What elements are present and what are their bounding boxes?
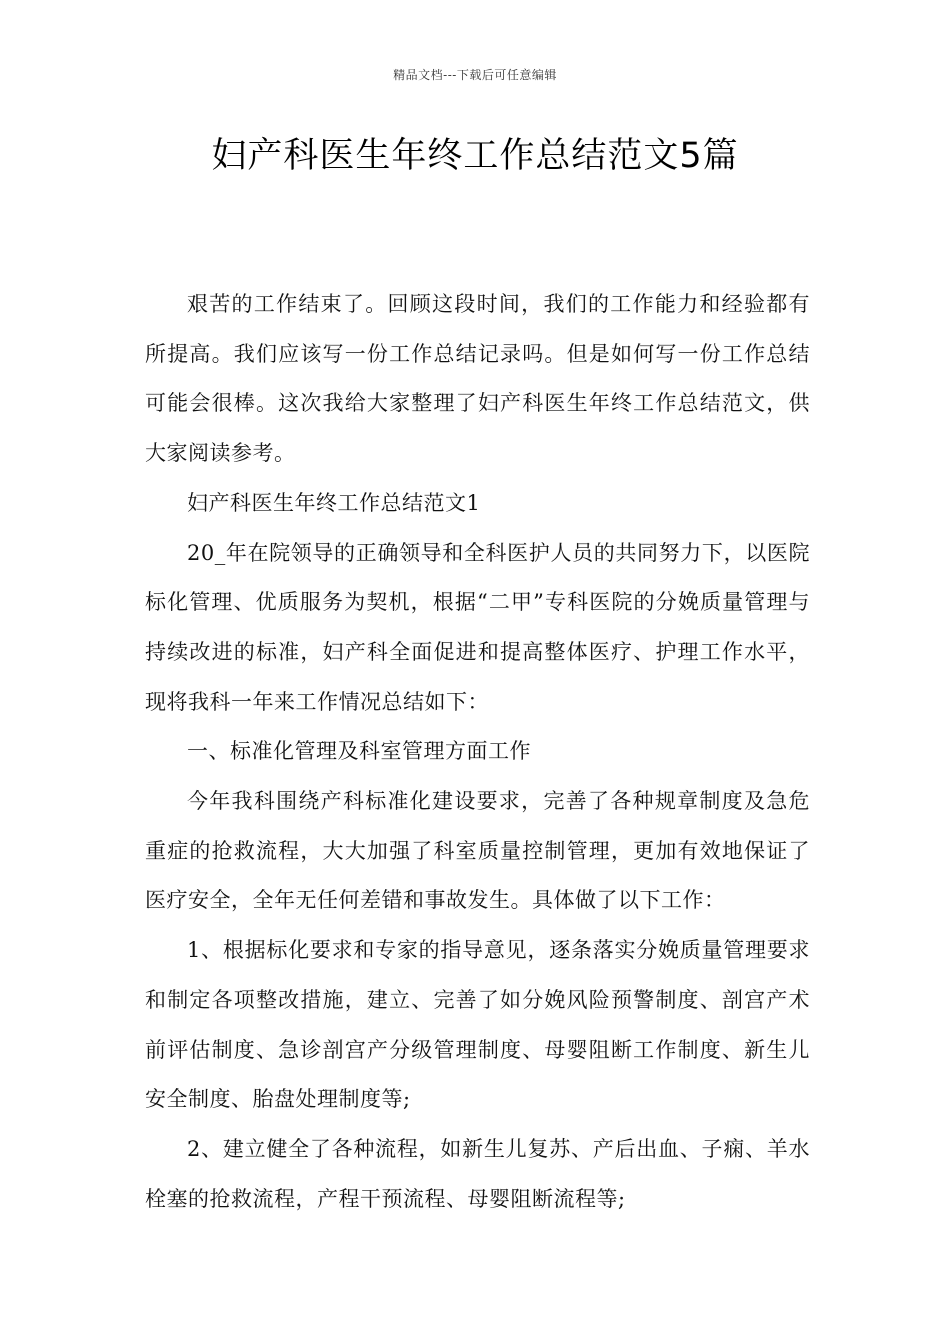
list-item-1: 1、根据标化要求和专家的指导意见，逐条落实分娩质量管理要求和制定各项整改措施，建立、完善了如分娩风险预警制度、剖宫产术前评估制度、急诊剖宫产分级管理制度、母婴阻断工作制度、新生儿安全制度、胎盘处理制度等; bbox=[145, 938, 810, 1112]
document-body bbox=[145, 280, 810, 1224]
paragraph-overview: 20_年在院领导的正确领导和全科医护人员的共同努力下，以医院标化管理、优质服务为契机，根据“二甲”专科医院的分娩质量管理与持续改进的标准，妇产科全面促进和提高整体医疗、护理工作水平，现将我科一年来工作情况总结如下： bbox=[145, 540, 810, 714]
section-heading-sample-1: 妇产科医生年终工作总结范文1 bbox=[187, 490, 481, 515]
header-note: 精品文档---下载后可任意编辑 bbox=[393, 68, 557, 82]
section-heading-standardization: 一、标准化管理及科室管理方面工作 bbox=[187, 739, 531, 764]
document-title: 妇产科医生年终工作总结范文5篇 bbox=[211, 136, 739, 176]
intro-paragraph: 艰苦的工作结束了。回顾这段时间，我们的工作能力和经验都有所提高。我们应该写一份工作总结记录吗。但是如何写一份工作总结可能会很棒。这次我给大家整理了妇产科医生年终工作总结范文，供大家阅读参考。 bbox=[145, 292, 810, 466]
list-item-2: 2、建立健全了各种流程，如新生儿复苏、产后出血、子痫、羊水栓塞的抢救流程，产程干预流程、母婴阻断流程等; bbox=[145, 1136, 810, 1211]
paragraph-standardization: 今年我科围绕产科标准化建设要求，完善了各种规章制度及急危重症的抢救流程，大大加强了科室质量控制管理，更加有效地保证了医疗安全，全年无任何差错和事故发生。具体做了以下工作： bbox=[145, 789, 810, 913]
